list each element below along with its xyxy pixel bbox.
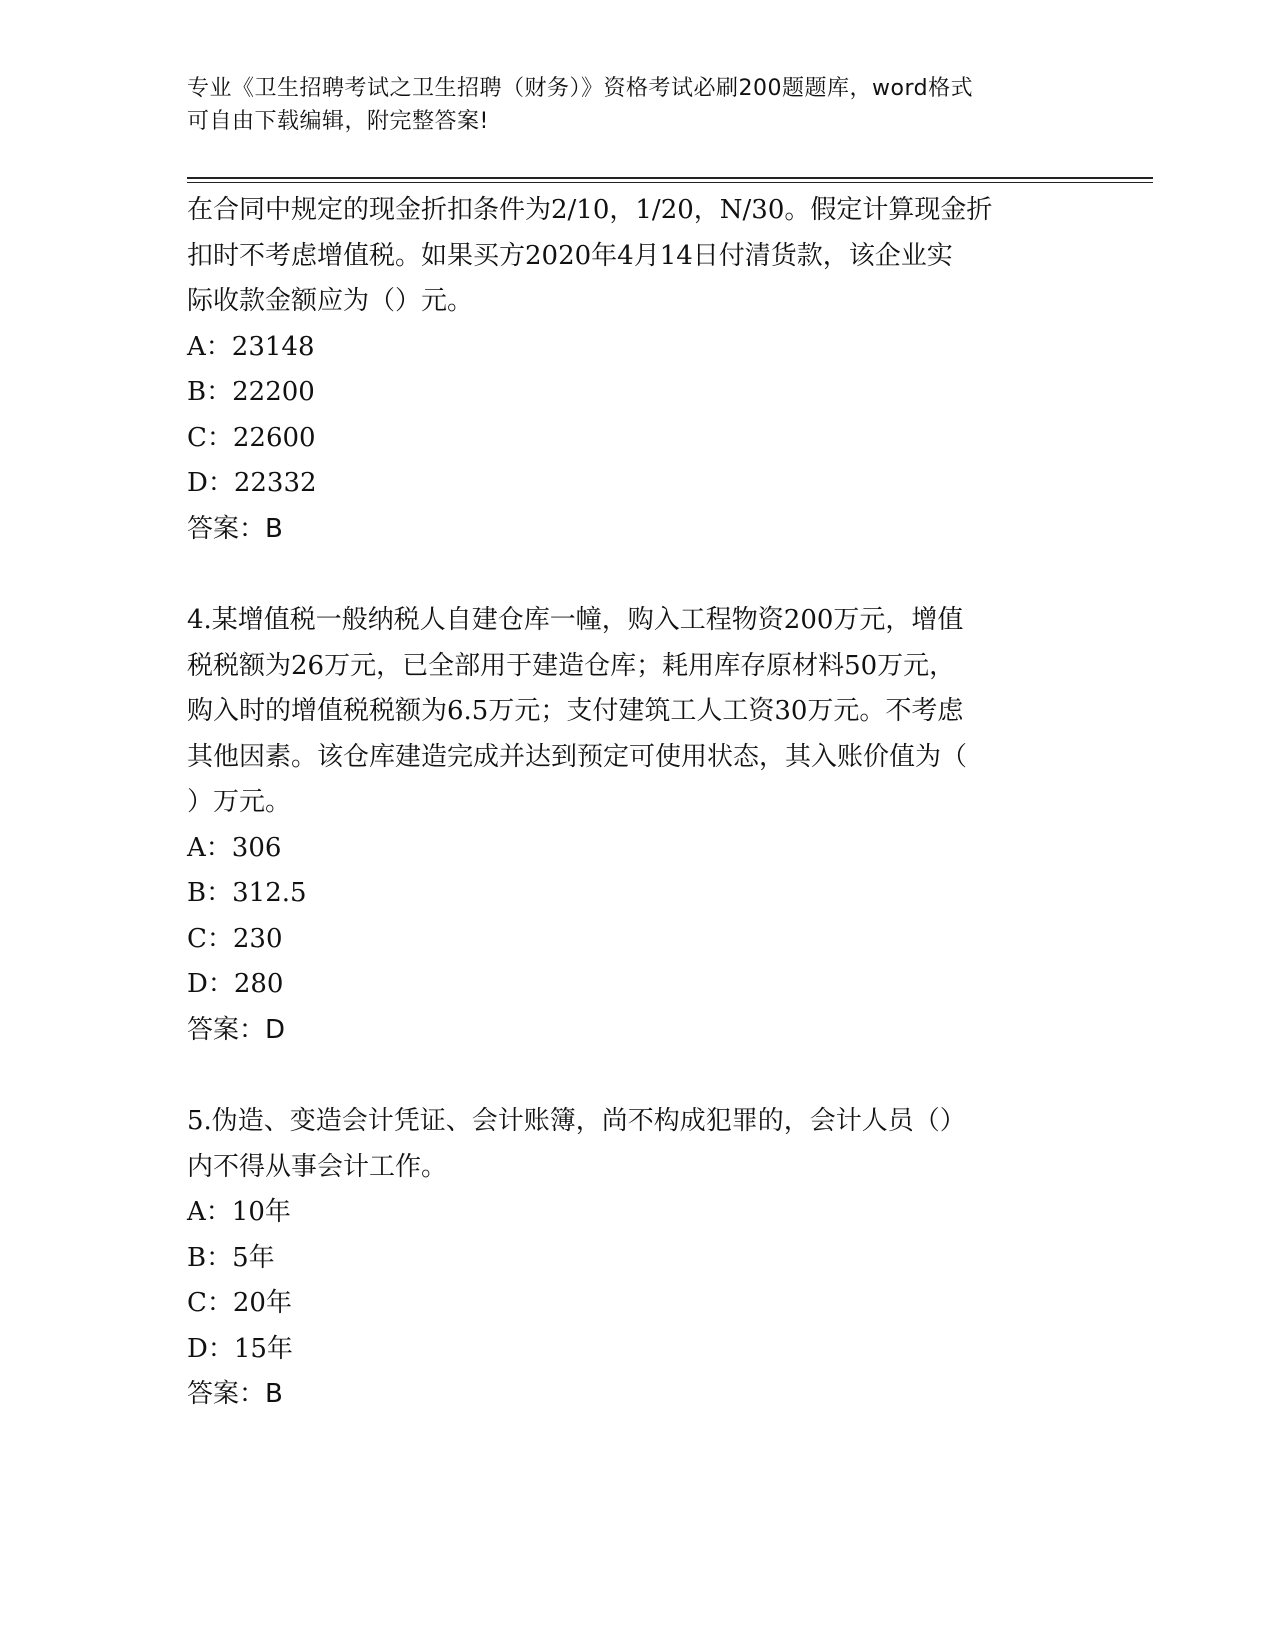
option-d: D：280 <box>187 969 284 999</box>
question-text-line: 扣时不考虑增值税。如果买方2020年4月14日付清货款，该企业实 <box>187 240 953 271</box>
answer-text: 答案：D <box>187 1014 286 1045</box>
spacer <box>187 1053 1087 1099</box>
answer-text: 答案：B <box>187 513 283 544</box>
option-b: B：312.5 <box>187 878 307 908</box>
option-a: A：10年 <box>187 1197 291 1227</box>
question-text-line: 在合同中规定的现金折扣条件为2/10，1/20，N/30。假定计算现金折 <box>187 195 993 225</box>
option-c: C：230 <box>187 923 283 954</box>
question-text-line: 税税额为26万元，已全部用于建造仓库；耗用库存原材料50万元， <box>187 650 956 681</box>
option-c: C：20年 <box>187 1288 292 1318</box>
option-d: D：15年 <box>187 1333 293 1364</box>
header-divider-thick <box>187 177 1153 179</box>
question-content <box>187 188 1087 1418</box>
document-header <box>187 72 1087 138</box>
option-c: C：22600 <box>187 422 316 453</box>
option-b: B：5年 <box>187 1242 275 1273</box>
option-a: A：23148 <box>187 331 315 362</box>
answer-text: 答案：B <box>187 1379 283 1409</box>
option-a: A：306 <box>187 832 282 863</box>
spacer <box>187 552 1087 598</box>
question-text-line: 其他因素。该仓库建造完成并达到预定可使用状态，其入账价值为（ <box>187 741 968 772</box>
question-text-line: 际收款金额应为（）元。 <box>187 286 474 316</box>
header-title-line-1: 专业《卫生招聘考试之卫生招聘（财务）》资格考试必刷200题题库，word格式 <box>187 76 974 101</box>
question-3 <box>187 188 1087 552</box>
option-b: B：22200 <box>187 377 315 407</box>
header-divider-thin <box>187 182 1153 183</box>
question-4 <box>187 598 1087 1053</box>
header-title-line-2: 可自由下载编辑，附完整答案! <box>187 109 489 134</box>
question-5 <box>187 1099 1087 1418</box>
question-text-line: 购入时的增值税税额为6.5万元；支付建筑工人工资30万元。不考虑 <box>187 696 964 726</box>
question-text-line: ）万元。 <box>187 787 292 817</box>
question-text-line: 内不得从事会计工作。 <box>187 1151 448 1182</box>
question-text-line: 5.伪造、变造会计凭证、会计账簿，尚不构成犯罪的，会计人员（） <box>187 1106 966 1136</box>
option-d: D：22332 <box>187 468 317 498</box>
question-text-line: 4.某增值税一般纳税人自建仓库一幢，购入工程物资200万元，增值 <box>187 605 964 635</box>
